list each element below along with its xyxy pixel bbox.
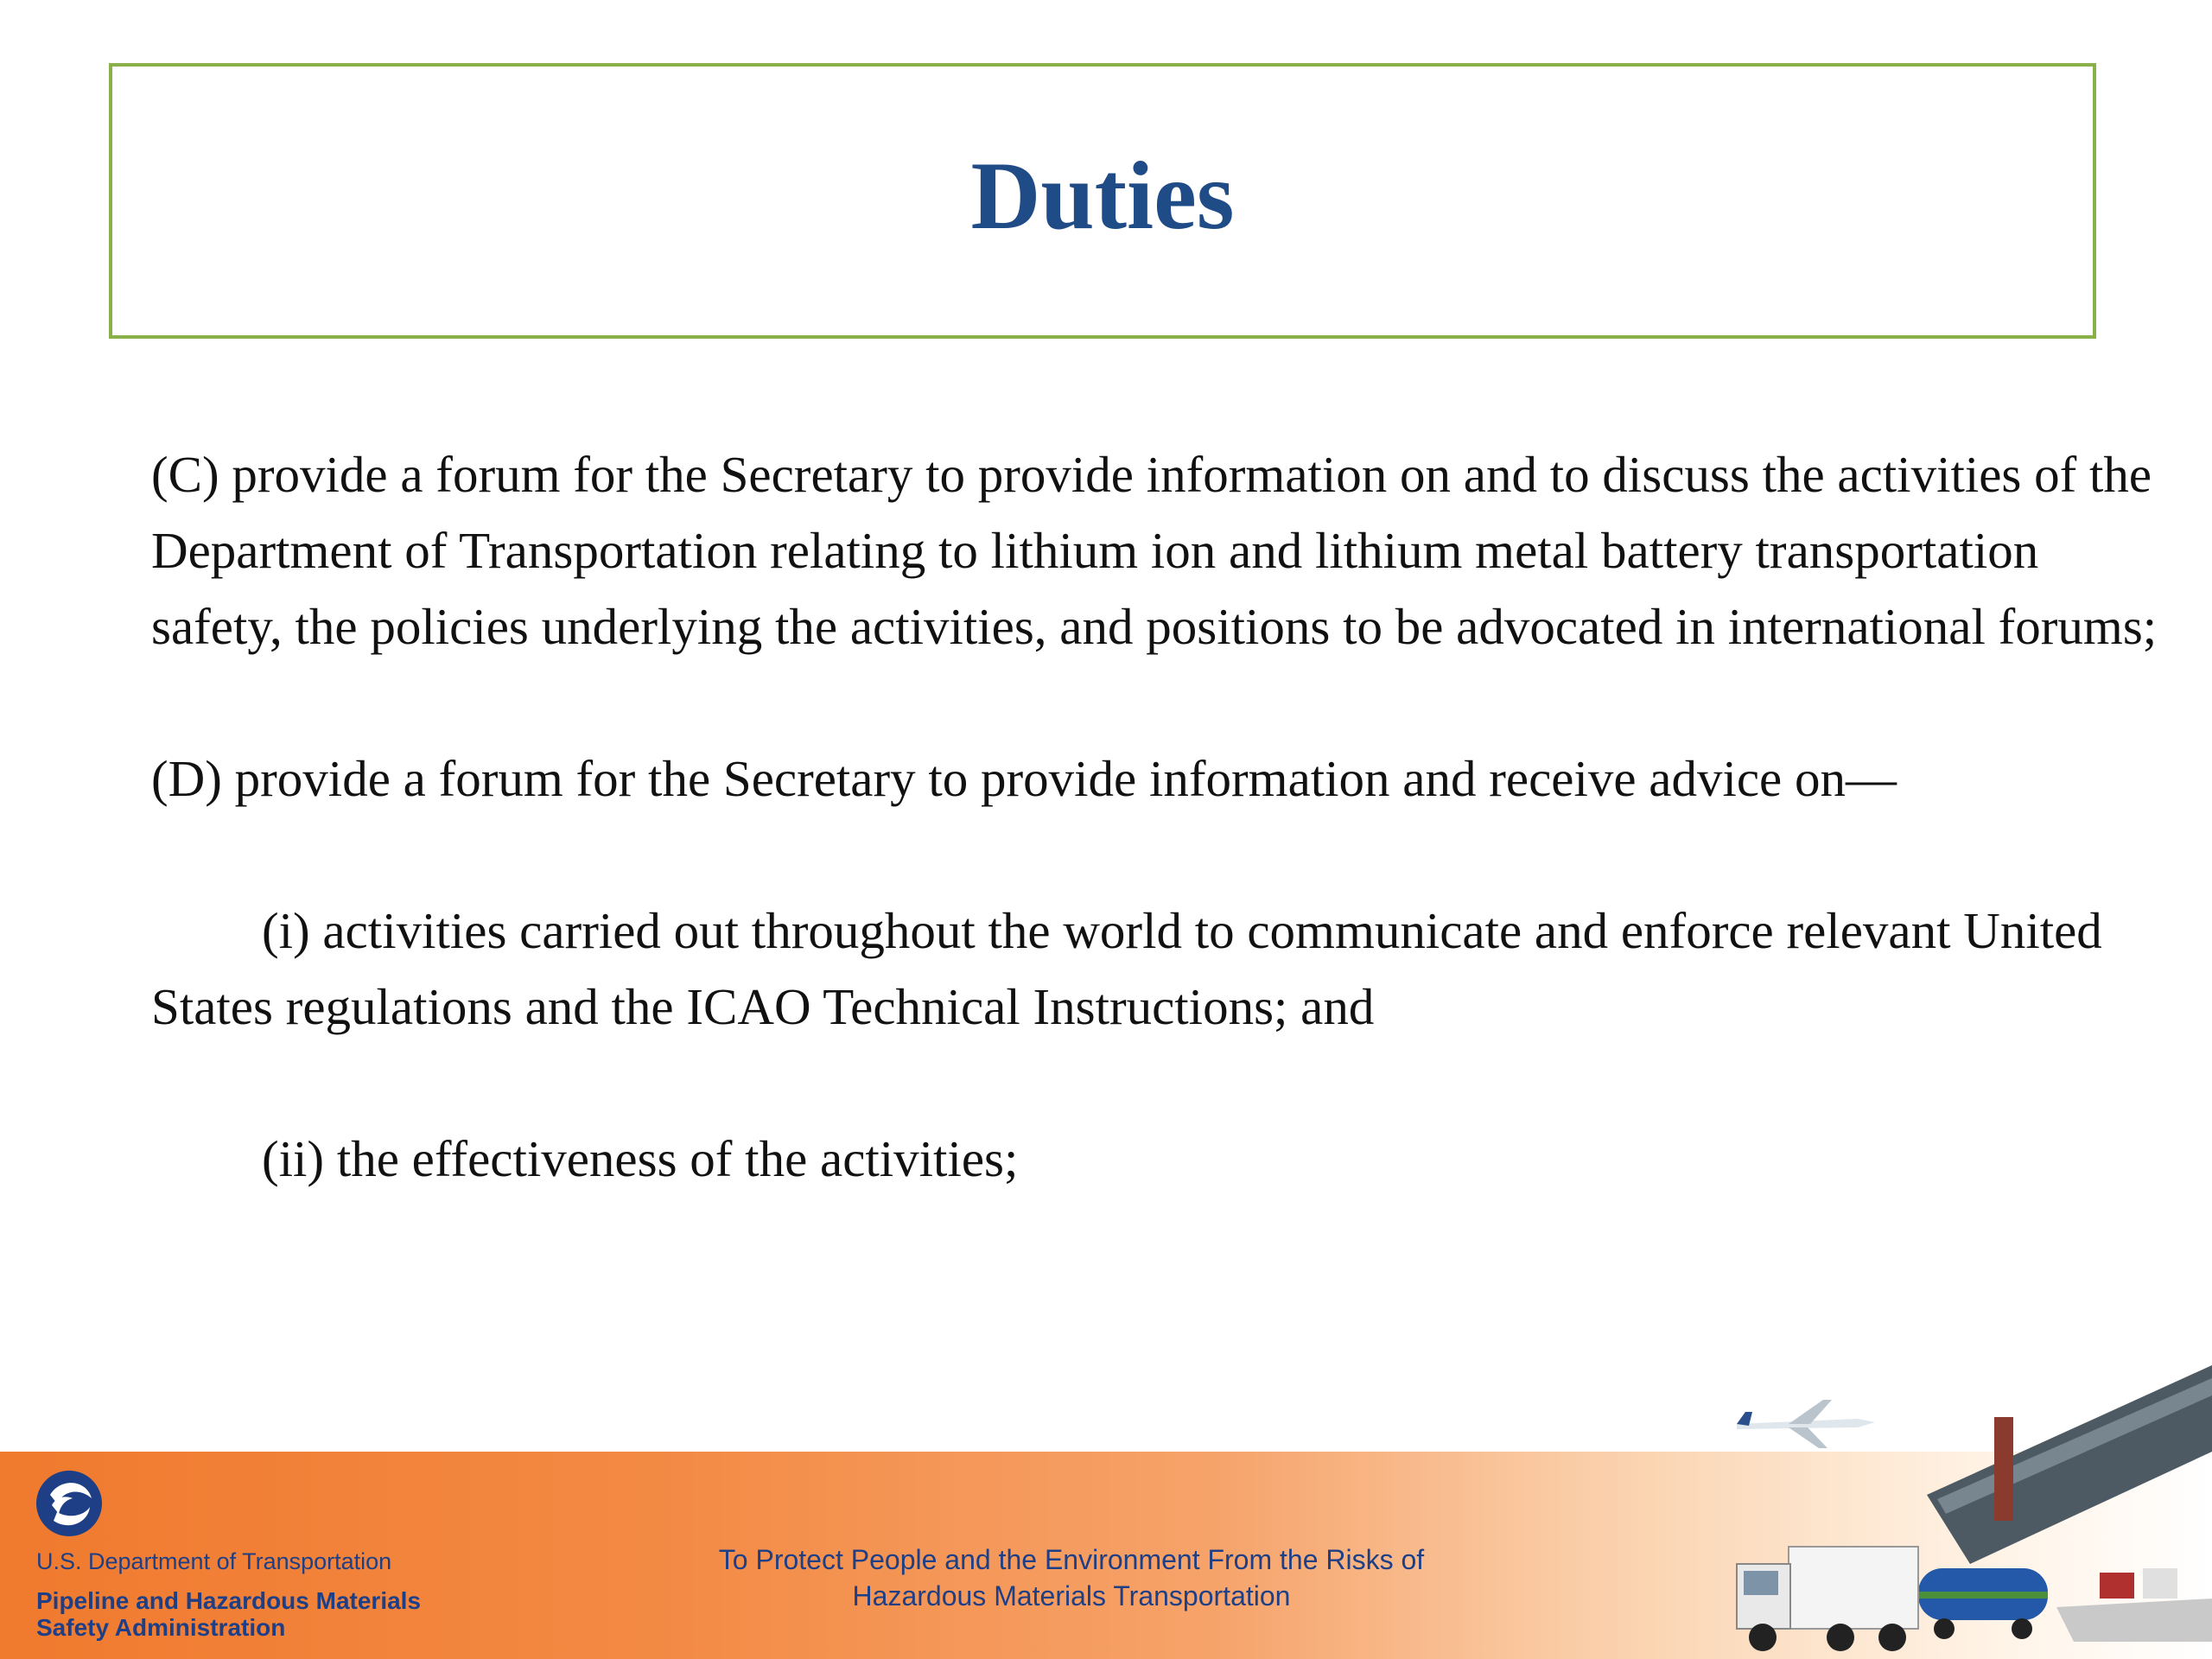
slide-body xyxy=(151,436,2164,1197)
title-box xyxy=(109,63,2096,339)
tanker-icon xyxy=(1918,1568,2048,1639)
slide-title: Duties xyxy=(970,142,1235,250)
spacer xyxy=(151,817,2164,893)
agency-line-1: Pipeline and Hazardous Materials xyxy=(36,1587,422,1614)
mission-line-2: Hazardous Materials Transportation xyxy=(852,1580,1291,1611)
dot-logo-icon xyxy=(35,1469,104,1538)
ship-icon xyxy=(2056,1568,2212,1642)
spacer xyxy=(151,664,2164,741)
mission-line-1: To Protect People and the Environment From the Risks of xyxy=(718,1544,1425,1575)
paragraph-i: (i) activities carried out throughout the world to communicate and enforce relevant United States regulations and the ICAO Technical Instructions; and xyxy=(151,902,2102,1035)
transportation-collage-image xyxy=(1711,1348,2212,1659)
agency-line-2: Safety Administration xyxy=(36,1614,286,1641)
airplane-icon xyxy=(1737,1400,1875,1448)
truck-icon xyxy=(1737,1547,1918,1651)
paragraph-ii: (ii) the effectiveness of the activities; xyxy=(262,1130,1019,1187)
mission-statement xyxy=(665,1541,1478,1614)
paragraph-c: (C) provide a forum for the Secretary to provide information on and to discuss the activities of the Department of Transportation relating to lithium ion and lithium metal battery transportation safety, the policies underlying the activities, and positions to be advocated in international forums; xyxy=(151,446,2158,655)
spacer xyxy=(151,1045,2164,1121)
paragraph-d: (D) provide a forum for the Secretary to provide information and receive advice on— xyxy=(151,750,1897,807)
agency-name xyxy=(36,1587,520,1641)
org-name: U.S. Department of Transportation xyxy=(36,1548,392,1574)
